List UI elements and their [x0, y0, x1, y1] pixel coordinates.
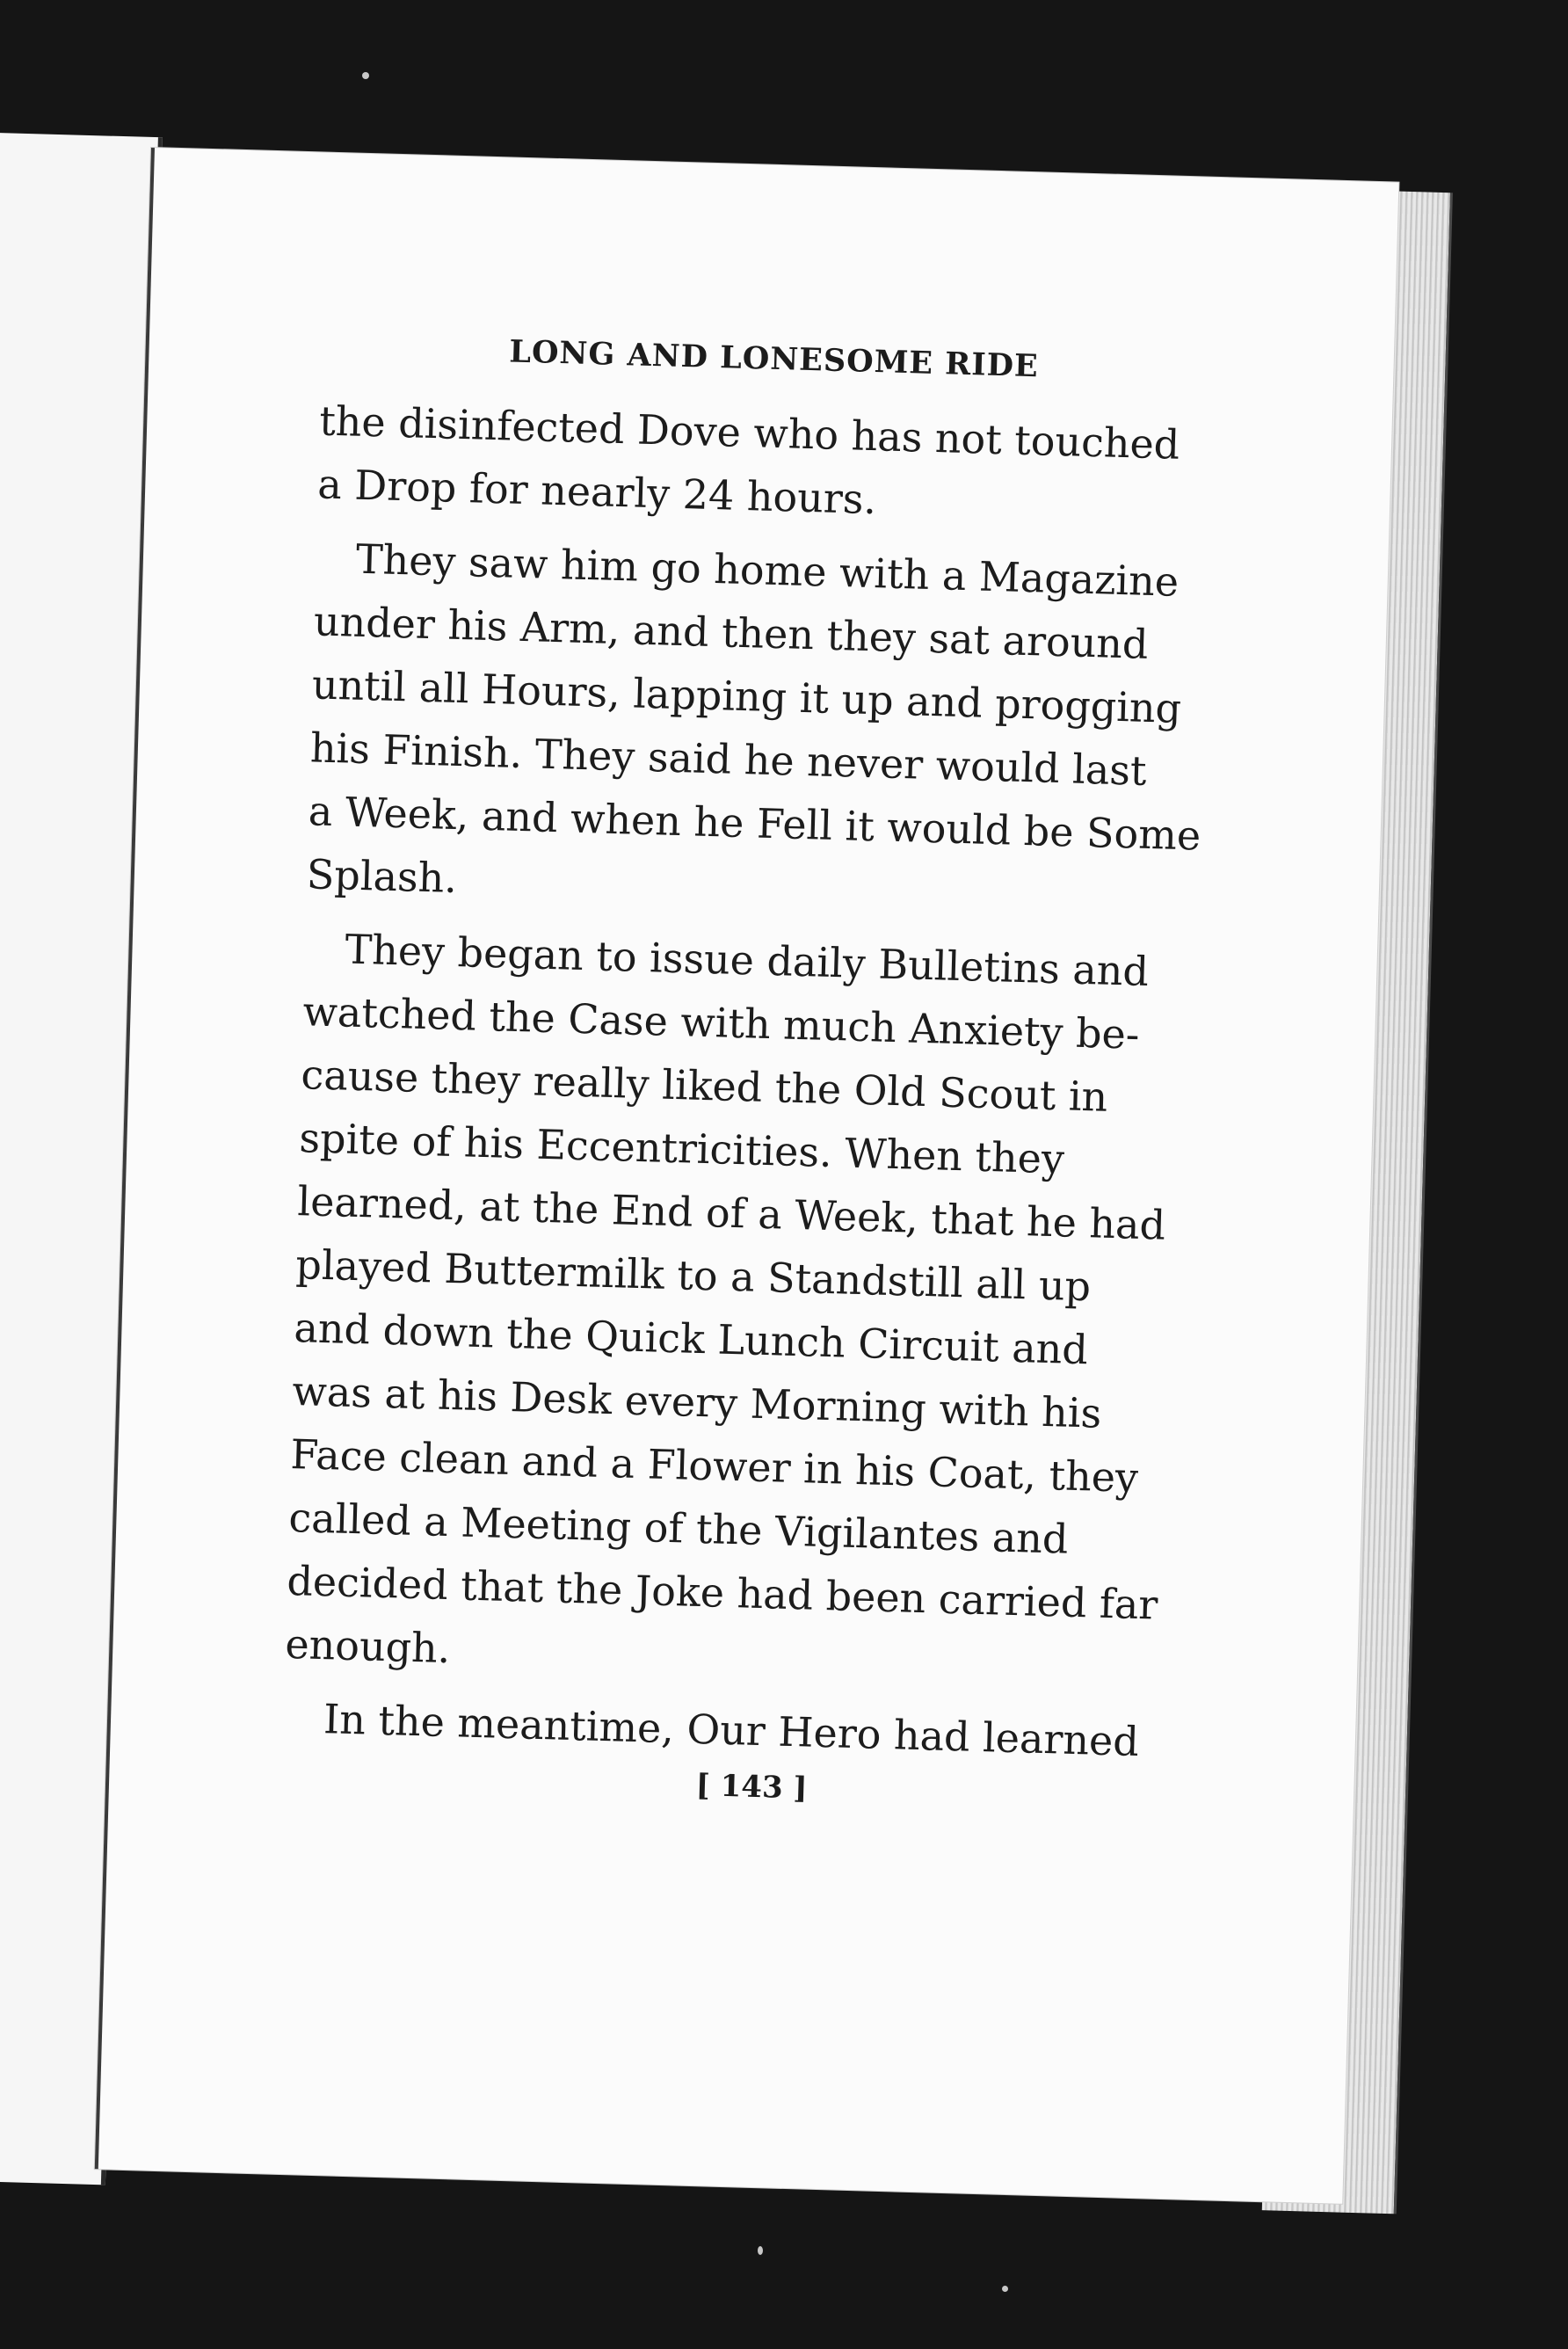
text-line: his Finish. They said he never would last	[309, 724, 1148, 795]
text-line: They saw him go home with a Magazine	[355, 535, 1180, 606]
text-line: enough.	[284, 1619, 452, 1673]
body-text	[282, 389, 1208, 1774]
text-line: the disinfected Dove who has not touched	[318, 396, 1180, 469]
text-line: In the meantime, Our Hero had learned	[323, 1695, 1140, 1766]
text-line: watched the Case with much Anxiety be-	[301, 987, 1141, 1058]
text-line: was at his Desk every Morning with his	[291, 1367, 1102, 1437]
text-line: a Week, and when he Fell it would be Some	[308, 787, 1201, 860]
dust-speck	[362, 72, 369, 79]
text-line: learned, at the End of a Week, that he had	[296, 1177, 1166, 1249]
text-line: and down the Quick Lunch Circuit and	[293, 1304, 1089, 1374]
text-line: under his Arm, and then they sat around	[313, 597, 1150, 668]
text-line: played Buttermilk to a Standstill all up	[294, 1240, 1092, 1311]
dust-speck	[1002, 2286, 1008, 2292]
text-line: until all Hours, lapping it up and progging	[311, 660, 1182, 732]
text-line: Splash.	[306, 850, 458, 903]
dust-speck	[758, 2246, 763, 2255]
text-line: a Drop for nearly 24 hours.	[316, 460, 877, 524]
text-line: called a Meeting of the Vigilantes and	[287, 1493, 1070, 1563]
book-page	[95, 148, 1399, 2204]
text-line: cause they really liked the Old Scout in	[300, 1051, 1108, 1121]
text-line: spite of his Eccentricities. When they	[298, 1114, 1065, 1183]
page-text-block	[281, 329, 1209, 1817]
page-number: [ 143 ]	[695, 1768, 809, 1807]
text-line: They began to issue daily Bulletins and	[344, 925, 1150, 996]
running-head: LONG AND LONESOME RIDE	[508, 333, 1040, 385]
text-line: decided that the Joke had been carried far	[286, 1556, 1159, 1629]
text-line: Face clean and a Flower in his Coat, they	[289, 1430, 1139, 1502]
